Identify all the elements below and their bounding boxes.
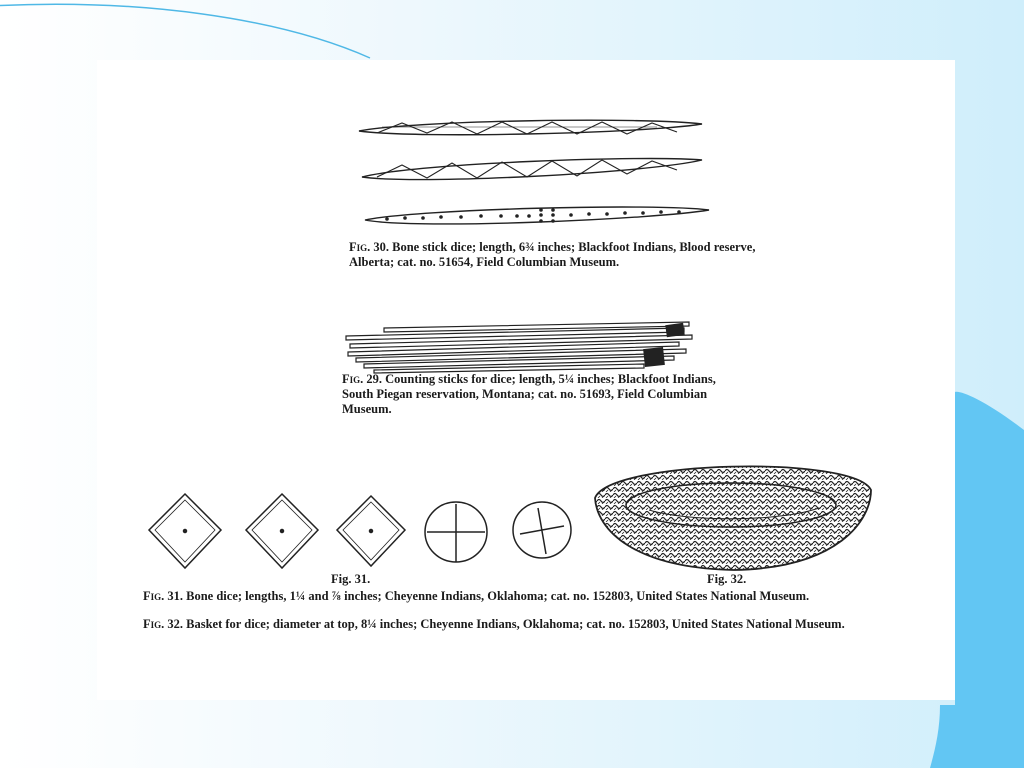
stick-die-2 xyxy=(362,159,702,180)
fig32-text: Basket for dice; diameter at top, 8¼ inches; Cheyenne Indians, Oklahoma; cat. no. 152803, United States National Museum. xyxy=(186,617,845,631)
fig32-caption xyxy=(143,617,879,632)
fig31-label: Fig. 31. xyxy=(143,589,184,603)
die-5 xyxy=(513,502,571,558)
die-2 xyxy=(246,494,318,568)
die-4 xyxy=(425,502,487,562)
fig31-figure-label: Fig. 31. xyxy=(331,572,371,586)
fig29-counting-sticks xyxy=(344,318,696,378)
fig30-label: Fig. 30. xyxy=(349,240,390,254)
fig31-caption xyxy=(143,589,879,604)
decorative-arc-top xyxy=(0,4,370,58)
stick-die-3 xyxy=(365,207,709,224)
fig30-caption xyxy=(349,240,759,270)
fig29-text: Counting sticks for dice; length, 5¼ inches; Blackfoot Indians, South Piegan reservation, Montana; cat. no. 51693, Field Columbian Museum. xyxy=(342,372,716,416)
fig32-figure-label: Fig. 32. xyxy=(707,572,747,586)
scanned-document-page xyxy=(97,60,955,700)
die-1 xyxy=(149,494,221,568)
fig30-bone-stick-dice xyxy=(357,115,717,240)
fig30-text: Bone stick dice; length, 6¾ inches; Blackfoot Indians, Blood reserve, Alberta; cat. no. 51654, Field Columbian Museum. xyxy=(349,240,756,269)
fig31-bone-dice xyxy=(145,490,575,575)
fig32-basket xyxy=(589,450,874,575)
fig32-label: Fig. 32. xyxy=(143,617,184,631)
fig29-label: Fig. 29. xyxy=(342,372,383,386)
fig29-caption xyxy=(342,372,742,417)
fig31-text: Bone dice; lengths, 1¼ and ⅞ inches; Cheyenne Indians, Oklahoma; cat. no. 152803, United States National Museum. xyxy=(186,589,810,603)
stick-die-1 xyxy=(359,120,702,135)
die-3 xyxy=(337,496,405,566)
